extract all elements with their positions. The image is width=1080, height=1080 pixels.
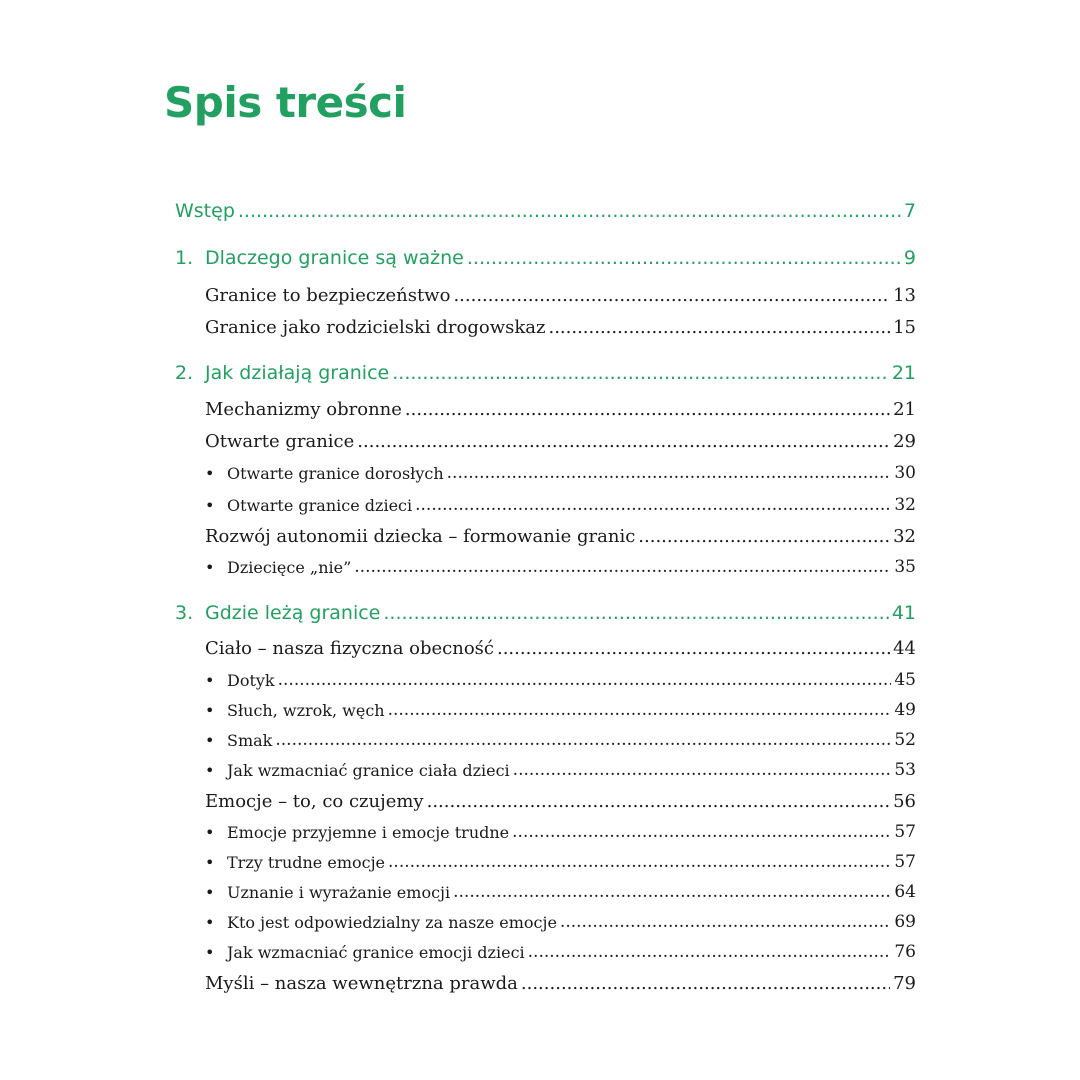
- toc-page-number: 9: [903, 247, 916, 269]
- toc-page-number: 57: [894, 852, 916, 872]
- toc-entry-label: Trzy trudne emocje: [227, 853, 386, 872]
- toc-subsection[interactable]: [175, 546, 916, 576]
- dot-leader: [453, 287, 890, 305]
- toc-section[interactable]: [175, 781, 916, 811]
- toc-section[interactable]: [175, 963, 916, 993]
- toc-subsection[interactable]: [175, 901, 916, 931]
- bullet-icon: •: [205, 496, 215, 515]
- dot-leader: [560, 914, 891, 931]
- toc-section[interactable]: [175, 421, 916, 451]
- toc-page-number: 32: [894, 495, 916, 515]
- toc-section[interactable]: [175, 275, 916, 305]
- toc-chapter-2[interactable]: [175, 353, 916, 383]
- dot-leader: [238, 202, 901, 221]
- toc-page-number: 7: [903, 200, 916, 222]
- toc-entry-intro[interactable]: [175, 191, 916, 221]
- bullet-icon: •: [205, 701, 215, 720]
- dot-leader: [548, 319, 890, 337]
- toc-section[interactable]: [175, 307, 916, 337]
- dot-leader: [528, 944, 892, 961]
- dot-leader: [388, 702, 892, 719]
- chapter-number: 1.: [175, 247, 194, 269]
- bullet-icon: •: [205, 883, 215, 902]
- toc-page-number: 32: [893, 526, 916, 547]
- toc-subsection[interactable]: [175, 811, 916, 841]
- toc-subsection[interactable]: [175, 749, 916, 779]
- toc-entry-label: Ciało – nasza fizyczna obecność: [205, 638, 494, 659]
- toc-entry-label: Kto jest odpowiedzialny za nasze emocje: [227, 913, 557, 932]
- dot-leader: [278, 672, 892, 689]
- dot-leader: [467, 249, 901, 268]
- dot-leader: [638, 528, 890, 546]
- bullet-icon: •: [205, 943, 215, 962]
- toc-page-number: 79: [893, 973, 916, 994]
- dot-leader: [513, 762, 892, 779]
- toc-entry-label: Smak: [227, 731, 273, 750]
- toc-page-number: 69: [894, 912, 916, 932]
- chapter-number: 2.: [175, 362, 194, 384]
- toc-page-number: 41: [891, 602, 916, 624]
- toc-entry-label: Wstęp: [175, 200, 235, 222]
- toc-entry-label: Emocje – to, co czujemy: [205, 791, 424, 812]
- bullet-icon: •: [205, 558, 215, 577]
- toc-page-number: 53: [894, 760, 916, 780]
- toc-subsection[interactable]: [175, 841, 916, 871]
- toc-entry-label: Dziecięce „nie”: [227, 558, 352, 577]
- toc-subsection[interactable]: [175, 659, 916, 689]
- bullet-icon: •: [205, 823, 215, 842]
- bullet-icon: •: [205, 761, 215, 780]
- toc-page-number: 15: [893, 317, 916, 338]
- chapter-number: 3.: [175, 602, 194, 624]
- toc-page-number: 35: [894, 557, 916, 577]
- toc-page-number: 56: [893, 791, 916, 812]
- bullet-icon: •: [205, 671, 215, 690]
- toc-section[interactable]: [175, 389, 916, 419]
- toc-entry-label: Myśli – nasza wewnętrzna prawda: [205, 973, 518, 994]
- toc-subsection[interactable]: [175, 719, 916, 749]
- toc-page-number: 30: [894, 463, 916, 483]
- dot-leader: [392, 364, 889, 383]
- toc-subsection[interactable]: [175, 931, 916, 961]
- toc-page-number: 21: [893, 399, 916, 420]
- toc-chapter-3[interactable]: [175, 593, 916, 623]
- dot-leader: [388, 854, 891, 871]
- toc-page-number: 64: [894, 882, 916, 902]
- toc-entry-label: Granice to bezpieczeństwo: [205, 285, 451, 306]
- dot-leader: [497, 640, 890, 658]
- dot-leader: [427, 793, 891, 811]
- dot-leader: [405, 401, 890, 419]
- dot-leader: [447, 465, 892, 482]
- toc-entry-label: Jak wzmacniać granice emocji dzieci: [227, 943, 525, 962]
- dot-leader: [354, 559, 891, 576]
- page-title: Spis treści: [164, 78, 407, 127]
- chapter-title: Dlaczego granice są ważne: [205, 247, 464, 269]
- dot-leader: [357, 433, 890, 451]
- toc-page-number: 57: [894, 822, 916, 842]
- toc-entry-label: Otwarte granice dorosłych: [227, 464, 444, 483]
- toc-section[interactable]: [175, 628, 916, 658]
- chapter-title: Gdzie leżą granice: [205, 602, 381, 624]
- bullet-icon: •: [205, 913, 215, 932]
- toc-entry-label: Emocje przyjemne i emocje trudne: [227, 823, 510, 842]
- bullet-icon: •: [205, 731, 215, 750]
- toc-entry-label: Jak wzmacniać granice ciała dzieci: [227, 761, 510, 780]
- dot-leader: [415, 497, 891, 514]
- toc-entry-label: Uznanie i wyrażanie emocji: [227, 883, 451, 902]
- toc-subsection[interactable]: [175, 689, 916, 719]
- toc-entry-label: Mechanizmy obronne: [205, 399, 402, 420]
- toc-subsection[interactable]: [175, 871, 916, 901]
- dot-leader: [383, 604, 888, 623]
- toc-page-number: 76: [894, 942, 916, 962]
- table-of-contents: [175, 0, 916, 1080]
- toc-entry-label: Otwarte granice: [205, 431, 355, 452]
- dot-leader: [521, 975, 890, 993]
- bullet-icon: •: [205, 464, 215, 483]
- toc-entry-label: Słuch, wzrok, węch: [227, 701, 385, 720]
- toc-entry-label: Rozwój autonomii dziecka – formowanie granic: [205, 526, 636, 547]
- toc-chapter-1[interactable]: [175, 238, 916, 268]
- dot-leader: [453, 884, 891, 901]
- toc-page-number: 44: [893, 638, 916, 659]
- toc-entry-label: Granice jako rodzicielski drogowskaz: [205, 317, 546, 338]
- toc-subsection[interactable]: [175, 452, 916, 482]
- toc-entry-label: Otwarte granice dzieci: [227, 496, 413, 515]
- toc-entry-label: Dotyk: [227, 671, 275, 690]
- toc-page-number: 49: [894, 700, 916, 720]
- dot-leader: [512, 824, 891, 841]
- toc-page-number: 52: [894, 730, 916, 750]
- toc-page-number: 45: [894, 670, 916, 690]
- toc-page-number: 21: [891, 362, 916, 384]
- toc-section[interactable]: [175, 516, 916, 546]
- chapter-title: Jak działają granice: [205, 362, 390, 384]
- bullet-icon: •: [205, 853, 215, 872]
- dot-leader: [275, 732, 891, 749]
- toc-page-number: 13: [893, 285, 916, 306]
- toc-page-number: 29: [893, 431, 916, 452]
- toc-subsection[interactable]: [175, 484, 916, 514]
